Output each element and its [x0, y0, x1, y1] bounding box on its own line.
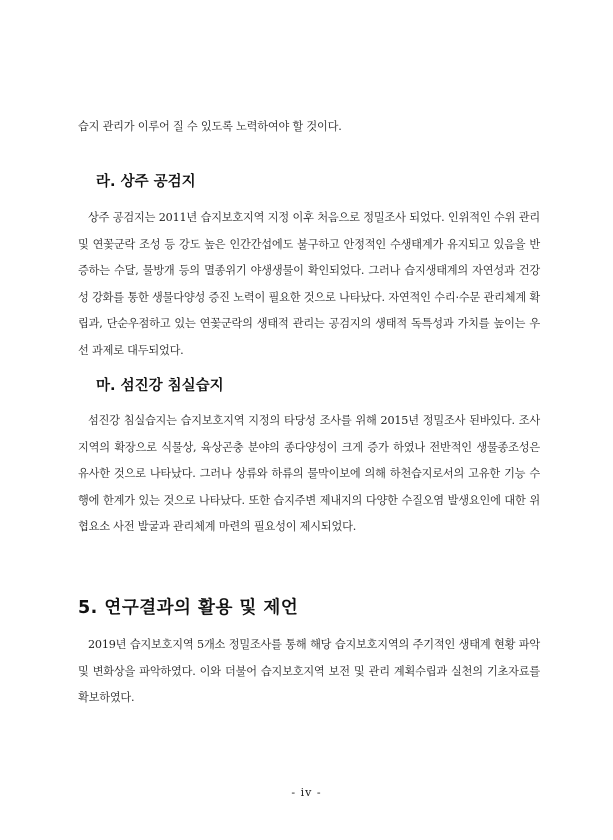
section-body-ra	[78, 205, 540, 364]
continuation-text: 습지 관리가 이루어 질 수 있도록 노력하여야 할 것이다.	[78, 120, 342, 133]
section-body-ra-text: 상주 공검지는 2011년 습지보호지역 지정 이후 처음으로 정밀조사 되었다. 인위적인 수위 관리 및 연꽃군락 조성 등 강도 높은 인간간섭에도 불구하고 안정적인 수생태계가 유지되고 있음을 반증하는 수달, 물방개 등의 멸종위기 야생생물이 확인되었다. 그러나 습지생태계의 자연성과 건강성 강화를 통한 생물다양성 증진 노력이 필요한 것으로 나타났다. 자연적인 수리·수문 관리체계 확립과, 단순우점하고 있는 연꽃군락의 생태적 관리는 공검지의 생태적 독특성과 가치를 높이는 우선 과제로 대두되었다.	[78, 211, 540, 357]
section-body-ma-text: 섬진강 침실습지는 습지보호지역 지정의 타당성 조사를 위해 2015년 정밀조사 된바있다. 조사지역의 확장으로 식물상, 육상곤충 분야의 종다양성이 크게 증가 하였나 전반적인 생물종조성은 유사한 것으로 나타났다. 그러나 상류와 하류의 물막이보에 의해 하천습지로서의 고유한 기능 수행에 한계가 있는 것으로 나타났다. 또한 습지주변 제내지의 다양한 수질오염 발생요인에 대한 위협요소 사전 발굴과 관리체계 마련의 필요성이 제시되었다.	[78, 414, 540, 533]
page-number: - iv -	[291, 786, 322, 799]
section-heading-ma: 마. 섬진강 침실습지	[96, 378, 224, 394]
section-body-5	[78, 632, 540, 712]
section-body-ma	[78, 408, 540, 541]
section-heading-ra: 라. 상주 공검지	[96, 174, 196, 190]
section-heading-5: 5. 연구결과의 활용 및 제언	[78, 598, 299, 618]
continuation-line	[78, 114, 540, 141]
section-body-5-text: 2019년 습지보호지역 5개소 정밀조사를 통해 해당 습지보호지역의 주기적인 생태계 현황 파악 및 변화상을 파악하였다. 이와 더불어 습지보호지역 보전 및 관리 계획수립과 실천의 기초자료를 확보하였다.	[78, 638, 540, 704]
